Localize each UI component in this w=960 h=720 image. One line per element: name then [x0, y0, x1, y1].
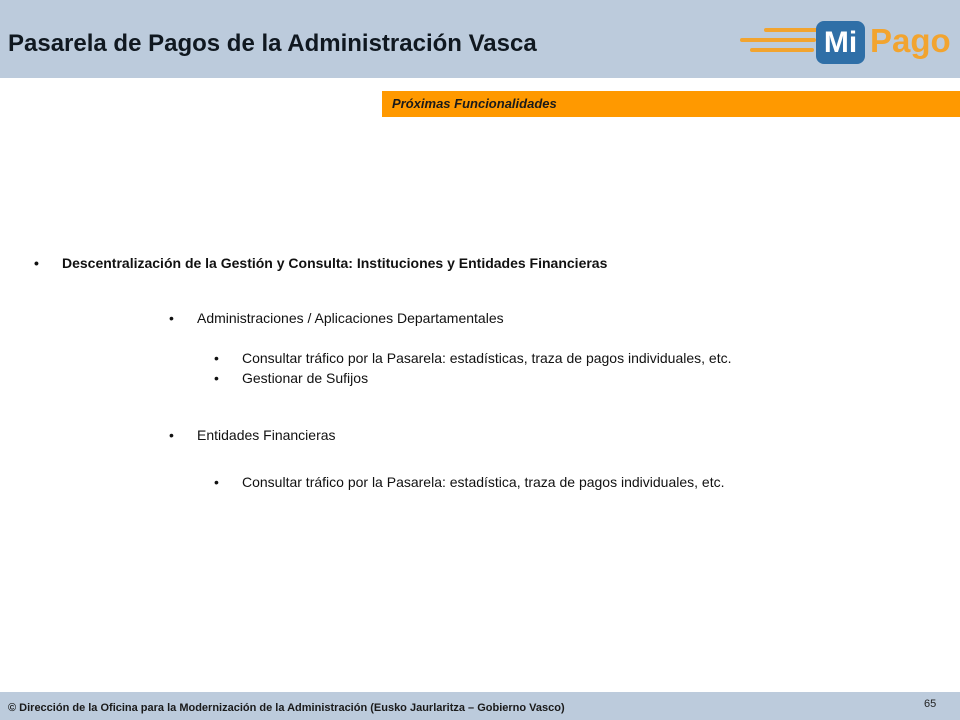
bullet-text: Entidades Financieras: [197, 427, 336, 443]
bullet-dot: •: [214, 350, 219, 366]
page-number: 65: [924, 698, 937, 710]
bullet-text: Descentralización de la Gestión y Consulta: Instituciones y Entidades Financieras: [62, 255, 608, 271]
mipago-logo: [736, 16, 951, 68]
bullet-text: Consultar tráfico por la Pasarela: estadística, traza de pagos individuales, etc.: [242, 474, 725, 490]
logo-pago-text: Pago: [870, 22, 951, 59]
bullet-text: Consultar tráfico por la Pasarela: estadísticas, traza de pagos individuales, etc.: [242, 350, 732, 366]
logo-speed-line: [740, 38, 816, 42]
bullet-text: Gestionar de Sufijos: [242, 370, 369, 386]
logo-speed-line: [764, 28, 818, 32]
logo-speed-line: [750, 48, 814, 52]
footer-copyright: © Dirección de la Oficina para la Modernización de la Administración (Eusko Jaurlaritza – Gobierno Vasco): [8, 702, 565, 714]
section-banner: [382, 91, 960, 117]
bullet-dot: •: [214, 474, 219, 490]
bullet-text: Administraciones / Aplicaciones Departamentales: [197, 310, 504, 326]
bullet-dot: •: [169, 427, 174, 443]
footer-bar: [0, 692, 960, 720]
logo-mi-text: Mi: [816, 21, 865, 64]
bullet-dot: •: [169, 310, 174, 326]
page-title: Pasarela de Pagos de la Administración Vasca: [8, 30, 537, 57]
bullet-dot: •: [214, 370, 219, 386]
section-label: Próximas Funcionalidades: [392, 96, 557, 111]
bullet-dot: •: [34, 255, 39, 271]
header-bar: [0, 0, 960, 78]
